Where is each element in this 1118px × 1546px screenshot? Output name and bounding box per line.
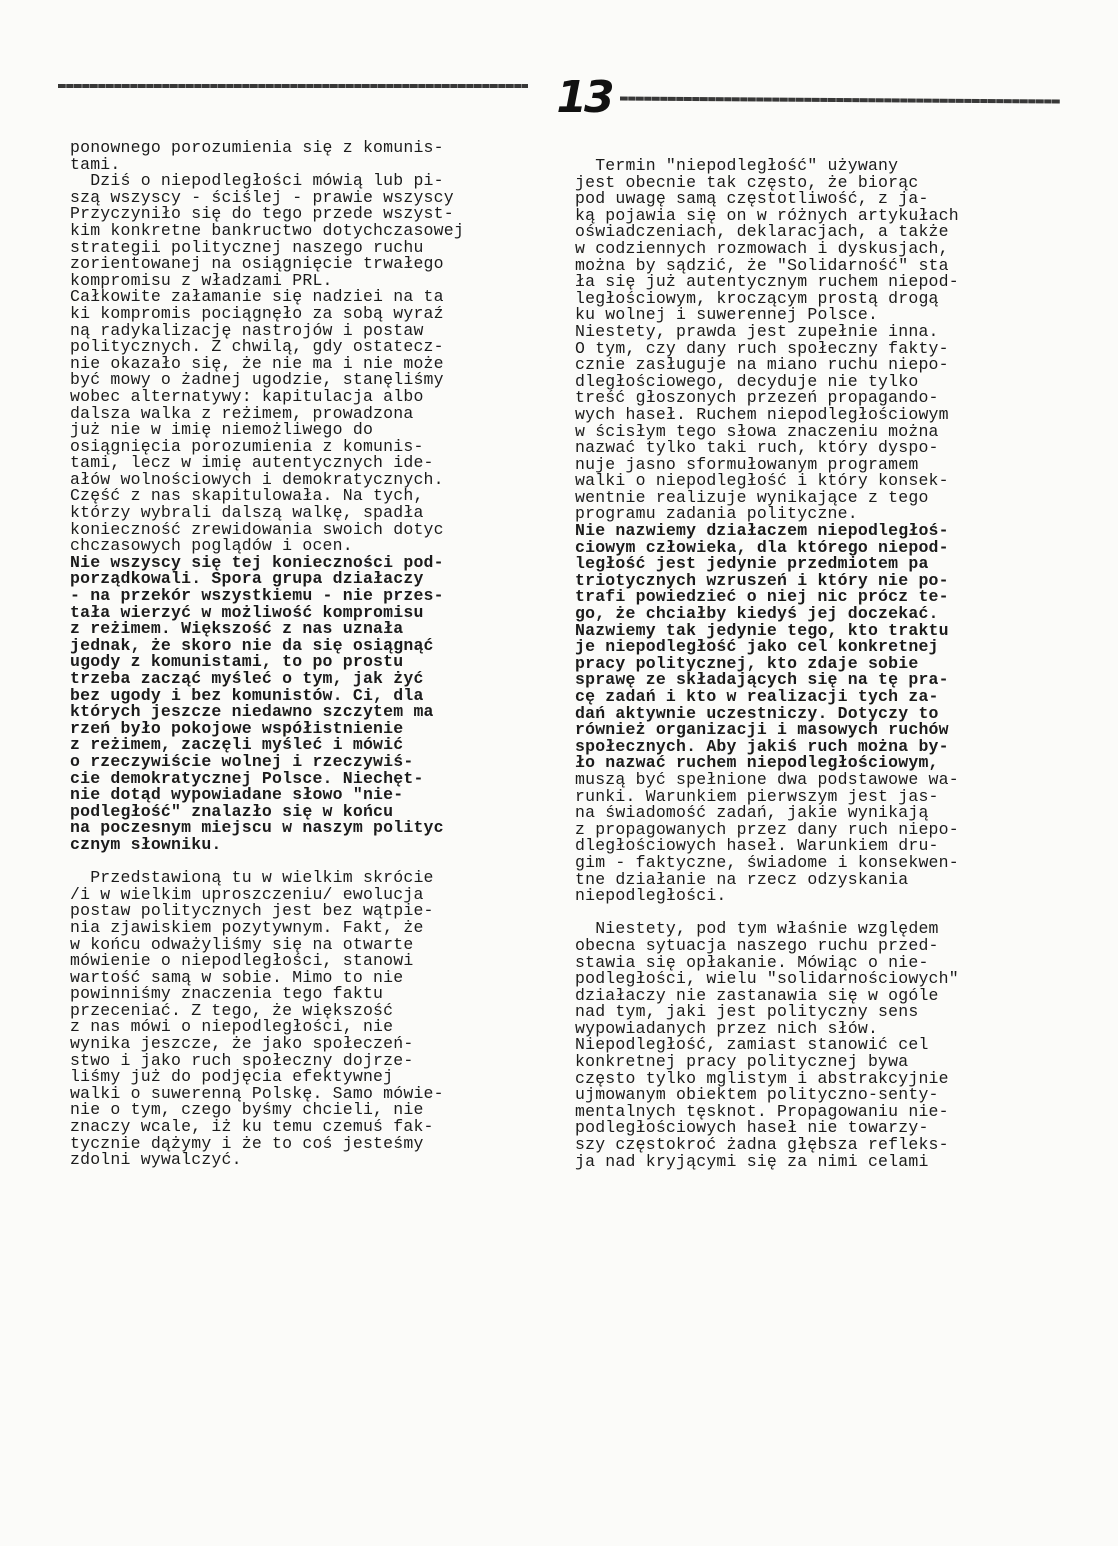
text-line: trzeba zacząć myśleć o tym, jak żyć	[70, 669, 424, 688]
text-line: powinniśmy znaczenia tego faktu	[70, 984, 384, 1004]
text-line: ki kompromis pociągnęło za sobą wyraź	[70, 303, 444, 323]
text-line: wobec alternatywy: kapitulacja albo	[70, 386, 424, 406]
text-line: walki o niepodległość i który konsek-	[575, 471, 949, 491]
text-line: ciowym człowieka, dla którego niepod-	[575, 537, 949, 557]
text-line: zorientowanej na osiągnięcie trwałego	[70, 254, 444, 274]
text-line: Nie wszyscy się tej konieczności pod-	[70, 552, 444, 572]
text-line: ną radykalizację nastrojów i postaw	[70, 320, 424, 340]
text-line: ujmowanym obiektem polityczno-senty-	[575, 1085, 939, 1105]
text-line: nia zjawiskiem pozytywnym. Fakt, że	[70, 917, 424, 937]
text-line: na świadomość zadań, jakie wynikają	[575, 803, 929, 823]
text-line: konkretnej pracy politycznej bywa	[575, 1052, 909, 1072]
text-line: bez ugody i bez komunistów. Ci, dla	[70, 685, 424, 705]
text-line: chczasowych poglądów i ocen.	[70, 536, 353, 556]
text-line: z reżimem, zaczęli myśleć i mówić	[70, 735, 404, 755]
text-line: którzy wybrali dalszą walkę, spadła	[70, 503, 424, 523]
text-line: z reżimem. Większość z nas uznała	[70, 619, 404, 639]
right-text-column	[575, 158, 1065, 1170]
text-line: w codziennych rozmowach i dyskusjach,	[575, 238, 949, 258]
text-line: Niepodległość, zamiast stanowić cel	[575, 1035, 929, 1055]
text-line: rzeń było pokojowe współistnienie	[70, 718, 404, 738]
text-line: ałów wolnościowych i demokratycznych.	[70, 469, 444, 489]
text-line: runki. Warunkiem pierwszym jest jas-	[575, 786, 939, 806]
text-line: Niestety, pod tym właśnie względem	[575, 919, 939, 939]
text-line: być mowy o żadnej ugodzie, stanęliśmy	[70, 370, 444, 390]
text-line: kompromisu z władzami PRL.	[70, 270, 333, 290]
text-line: trafi powiedzieć o niej nic prócz te-	[575, 587, 949, 607]
header-rule-left	[58, 84, 528, 88]
text-line: kim konkretne bankructwo dotychczasowej	[70, 220, 464, 240]
text-line: nazwać tylko taki ruch, który dyspo-	[575, 438, 939, 458]
text-line: o rzeczywiście wolnej i rzeczywiś-	[70, 751, 414, 771]
text-line: wypowiadanych przez nich słów.	[575, 1018, 879, 1038]
text-line: tała wierzyć w możliwość kompromisu	[70, 602, 424, 622]
text-line: ło nazwać ruchem niepodległościowym,	[575, 753, 939, 773]
text-line: triotycznych wzruszeń i który nie po-	[575, 570, 949, 590]
text-line: znaczy wcale, iż ku temu czemuś fak-	[70, 1117, 434, 1137]
text-line: nie o tym, czego byśmy chcieli, nie	[70, 1100, 424, 1120]
text-line: oświadczeniach, deklaracjach, a także	[575, 222, 949, 242]
text-line: wynika jeszcze, że jako społeczeń-	[70, 1034, 414, 1054]
text-line: gim - faktyczne, świadome i konsekwen-	[575, 852, 959, 872]
text-line: nad tym, jaki jest polityczny sens	[575, 1002, 919, 1022]
text-line: Termin "niepodległość" używany	[575, 156, 899, 175]
text-line: pracy politycznej, kto zdaje sobie	[575, 653, 919, 673]
text-line: również organizacji i masowych ruchów	[575, 720, 949, 740]
text-line: muszą być spełnione dwa podstawowe wa-	[575, 769, 959, 789]
text-line: cznym słowniku.	[70, 834, 222, 854]
text-line: politycznych. Z chwilą, gdy ostatecz-	[70, 337, 444, 357]
text-line: z propagowanych przez dany ruch niepo-	[575, 819, 959, 839]
text-line: dalsza walka z reżimem, prowadzona	[70, 403, 414, 423]
text-line: podległości, wielu "solidarnościowych"	[575, 969, 959, 989]
text-line: Nazwiemy tak jedynie tego, kto traktu	[575, 620, 949, 640]
text-line: stawia się opłakanie. Mówiąc o nie-	[575, 952, 929, 972]
text-line: podległościowych haseł nie towarzy-	[575, 1118, 929, 1138]
text-line: podległość" znalazło się w końcu	[70, 801, 394, 821]
page-number: 13	[556, 72, 612, 123]
text-line: w ścisłym tego słowa znaczeniu można	[575, 421, 939, 441]
text-line: ła się już autentycznym ruchem niepod-	[575, 272, 959, 292]
text-line: tami.	[70, 154, 121, 174]
text-line: Przedstawioną tu w wielkim skrócie	[70, 868, 434, 888]
text-line: można by sądzić, że "Solidarność" sta	[575, 255, 949, 275]
text-line: programu zadania polityczne.	[575, 504, 858, 524]
text-line: z nas mówi o niepodległości, nie	[70, 1017, 394, 1037]
text-line: stwo i jako ruch społeczny dojrze-	[70, 1050, 414, 1070]
text-line: często tylko mglistym i abstrakcyjnie	[575, 1068, 949, 1088]
text-line: tami, lecz w imię autentycznych ide-	[70, 453, 434, 473]
text-line: sprawę ze składających się na tę pra-	[575, 670, 949, 690]
text-line: dległościowego, decyduje nie tylko	[575, 371, 919, 391]
text-line: je niepodległość jako cel konkretnej	[575, 637, 939, 657]
text-line: ponownego porozumienia się z komunis-	[70, 138, 444, 157]
text-line: konieczność zrewidowania swoich dotyc	[70, 519, 444, 539]
text-line: wentnie realizuje wynikające z tego	[575, 487, 929, 507]
text-line: ległościowym, kroczącym prostą drogą	[575, 288, 939, 308]
text-line: przeceniać. Z tego, że większość	[70, 1000, 394, 1020]
text-line: O tym, czy dany ruch społeczny fakty-	[575, 338, 949, 358]
text-line: Całkowite załamanie się nadziei na ta	[70, 287, 444, 307]
left-text-column	[70, 140, 560, 1169]
text-line: postaw politycznych jest bez wątpie-	[70, 901, 434, 921]
text-line: ku wolnej i suwerennej Polsce.	[575, 305, 879, 325]
text-line: ugody z komunistami, to po prostu	[70, 652, 404, 672]
text-line: wych haseł. Ruchem niepodległościowym	[575, 404, 949, 424]
text-line: tne działanie na rzecz odzyskania	[575, 869, 909, 889]
text-line: nie dotąd wypowiadane słowo "nie-	[70, 785, 404, 805]
text-line: osiągnięcia porozumienia z komunis-	[70, 436, 424, 456]
text-line: szą wszyscy - ściślej - prawie wszyscy	[70, 187, 454, 207]
text-line: cie demokratycznej Polsce. Niechęt-	[70, 768, 424, 788]
text-line: Część z nas skapitulowała. Na tych,	[70, 486, 424, 506]
text-line: obecna sytuacja naszego ruchu przed-	[575, 935, 939, 955]
text-line: liśmy już do podjęcia efektywnej	[70, 1067, 394, 1087]
text-line: nuje jasno sformułowanym programem	[575, 454, 919, 474]
text-line: go, że chciałby kiedyś jej doczekać.	[575, 604, 939, 624]
text-line: /i w wielkim uproszczeniu/ ewolucja	[70, 884, 424, 904]
text-line: dań aktywnie uczestniczy. Dotyczy to	[575, 703, 939, 723]
text-line: tycznie dążymy i że to coś jesteśmy	[70, 1133, 424, 1153]
text-line: społecznych. Aby jakiś ruch można by-	[575, 736, 949, 756]
text-line: nie okazało się, że nie ma i nie może	[70, 353, 444, 373]
text-line: mentalnych tęsknot. Propagowaniu nie-	[575, 1101, 949, 1121]
text-line: Dziś o niepodległości mówią lub pi-	[70, 171, 444, 191]
text-line: na poczesnym miejscu w naszym polityc	[70, 818, 444, 838]
text-line: ja nad kryjącymi się za nimi celami	[575, 1151, 929, 1171]
text-line: pod uwagę samą częstotliwość, z ja-	[575, 189, 929, 209]
text-line: wartość samą w sobie. Mimo to nie	[70, 967, 404, 987]
text-line: jednak, że skoro nie da się osiągnąć	[70, 635, 434, 655]
text-line: działaczy nie zastanawia się w ogóle	[575, 985, 939, 1005]
text-line: Nie nazwiemy działaczem niepodległoś-	[575, 521, 949, 541]
text-line: Przyczyniło się do tego przede wszyst-	[70, 204, 454, 224]
text-line: treść głoszonych przezeń propagando-	[575, 388, 939, 408]
text-line: mówienie o niepodległości, stanowi	[70, 951, 414, 971]
text-line: jest obecnie tak często, że biorąc	[575, 172, 919, 192]
text-line: porządkowali. Spora grupa działaczy	[70, 569, 424, 589]
text-line: strategii politycznej naszego ruchu	[70, 237, 424, 257]
text-line: szy częstokroć żadna głębsza refleks-	[575, 1135, 949, 1155]
text-line: ległość jest jedynie przedmiotem pa	[575, 554, 929, 574]
header-rule-right	[620, 96, 1060, 103]
text-line: cznie zasługuje na miano ruchu niepo-	[575, 355, 949, 375]
text-line: już nie w imię niemożliwego do	[70, 420, 374, 440]
text-line: zdolni wywalczyć.	[70, 1150, 242, 1170]
text-line: walki o suwerenną Polskę. Samo mówie-	[70, 1083, 444, 1103]
text-line: niepodległości.	[575, 886, 727, 906]
text-line: dległościowych haseł. Warunkiem dru-	[575, 836, 939, 856]
text-line: ką pojawia się on w różnych artykułach	[575, 205, 959, 225]
text-line: w końcu odważyliśmy się na otwarte	[70, 934, 414, 954]
text-line: których jeszcze niedawno szczytem ma	[70, 702, 434, 722]
text-line: Niestety, prawda jest zupełnie inna.	[575, 321, 939, 341]
text-line: - na przekór wszystkiemu - nie przes-	[70, 586, 444, 606]
text-line: cę zadań i kto w realizacji tych za-	[575, 687, 939, 706]
